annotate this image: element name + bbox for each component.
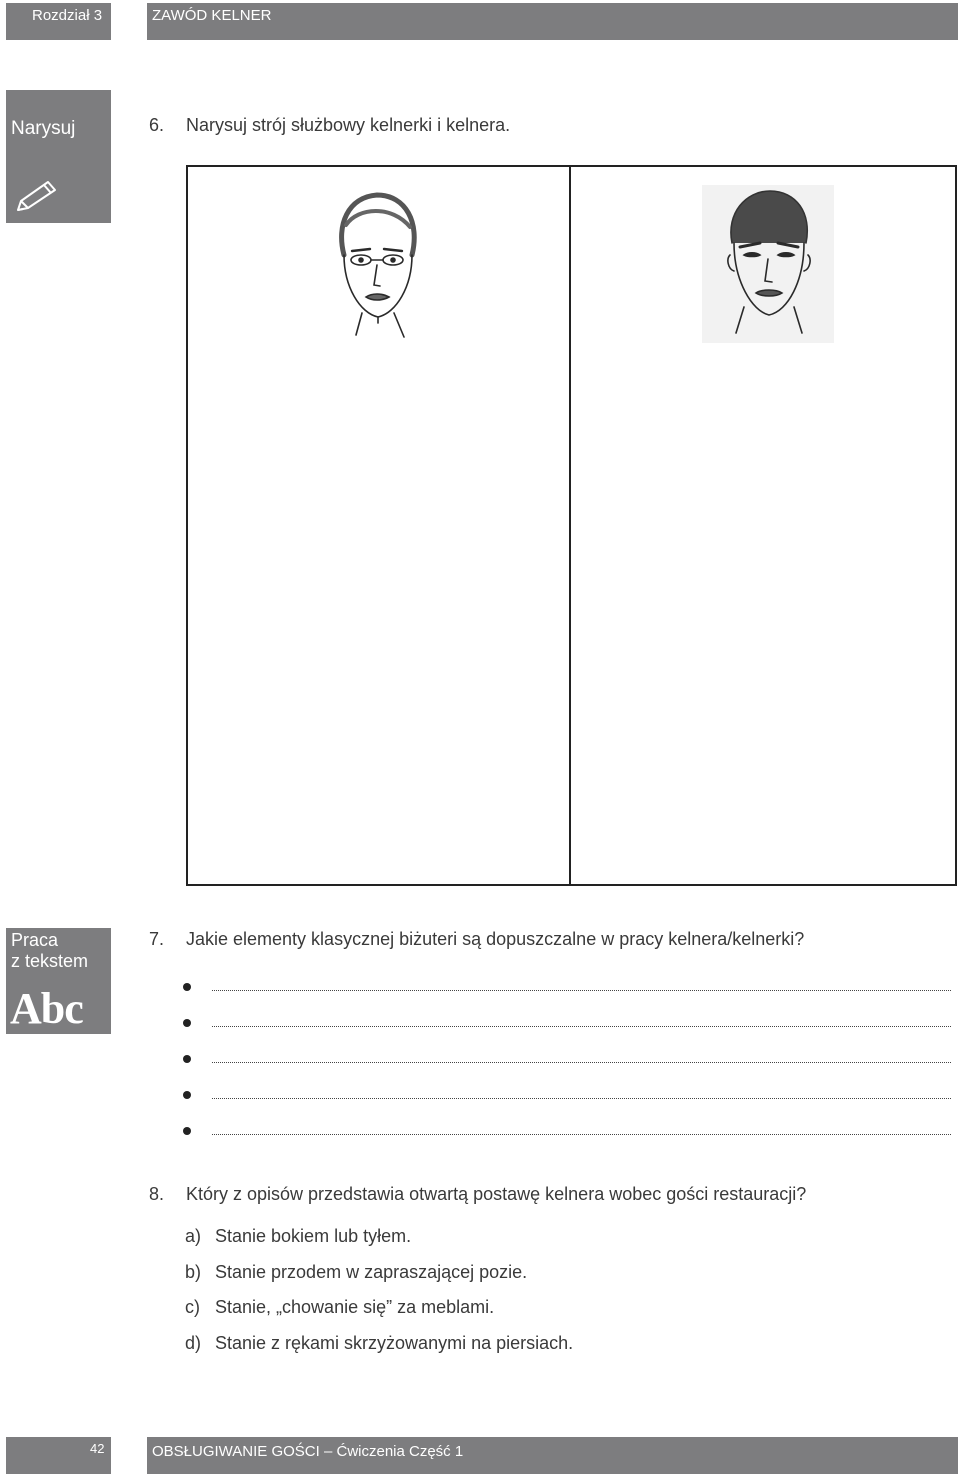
header-title: ZAWÓD KELNER	[152, 7, 272, 24]
task-8-text: Który z opisów przedstawia otwartą postawę kelnera wobec gości restauracji?	[186, 1184, 807, 1204]
option-text: Stanie przodem w zapraszającej pozie.	[215, 1262, 528, 1282]
page-number: 42	[90, 1441, 105, 1456]
option-text: Stanie, „chowanie się” za meblami.	[215, 1297, 495, 1317]
text-tag-line1: Praca	[11, 930, 59, 950]
option-letter: a)	[185, 1226, 202, 1246]
option-letter: d)	[185, 1333, 202, 1353]
draw-tag-label: Narysuj	[11, 118, 76, 139]
answer-line[interactable]	[183, 1127, 951, 1141]
task-6-number: 6.	[149, 115, 165, 135]
task-7-number: 7.	[149, 929, 165, 949]
bullet-icon	[183, 983, 191, 991]
text-tag-label	[11, 930, 88, 972]
footer-bar	[147, 1437, 958, 1474]
task-8-number: 8.	[149, 1184, 165, 1204]
task-6-text: Narysuj strój służbowy kelnerki i kelnera.	[186, 115, 511, 135]
page-number-tab	[6, 1437, 111, 1474]
footer-title: OBSŁUGIWANIE GOŚCI – Ćwiczenia Część 1	[152, 1443, 464, 1460]
answer-line[interactable]	[183, 1055, 951, 1069]
option-text: Stanie bokiem lub tyłem.	[215, 1226, 412, 1246]
bullet-icon	[183, 1091, 191, 1099]
bullet-icon	[183, 1127, 191, 1135]
option-text: Stanie z rękami skrzyżowanymi na piersiach.	[215, 1333, 574, 1353]
chapter-tab	[6, 3, 111, 40]
drawing-area[interactable]	[186, 165, 957, 886]
pencil-icon	[14, 178, 60, 214]
option-letter: c)	[185, 1297, 200, 1317]
chapter-label: Rozdział 3	[32, 7, 103, 24]
answer-line[interactable]	[183, 1019, 951, 1033]
answer-line[interactable]	[183, 1091, 951, 1105]
text-tag-line2: z tekstem	[11, 951, 89, 971]
abc-logo: Abc	[10, 984, 83, 1033]
man-face-sketch	[702, 185, 834, 345]
option-letter: b)	[185, 1262, 202, 1282]
answer-line[interactable]	[183, 983, 951, 997]
task-7-text: Jakie elementy klasycznej biżuteri są dopuszczalne w pracy kelnera/kelnerki?	[186, 929, 805, 949]
bullet-icon	[183, 1055, 191, 1063]
drawing-area-divider	[569, 165, 571, 886]
bullet-icon	[183, 1019, 191, 1027]
header-bar	[147, 3, 958, 40]
text-section-tag	[6, 928, 111, 1034]
woman-face-sketch	[322, 185, 432, 350]
